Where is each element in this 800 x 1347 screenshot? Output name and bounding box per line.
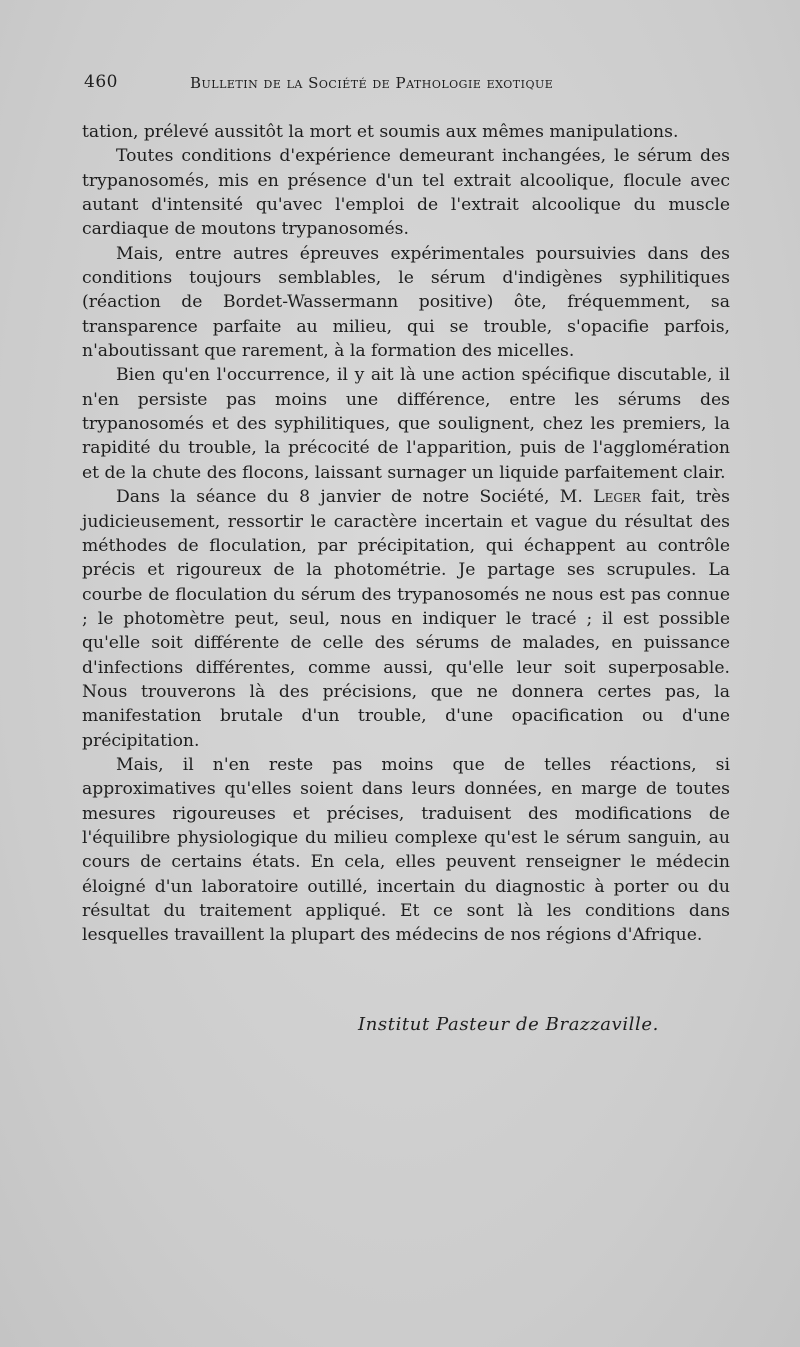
institution-signature: Institut Pasteur de Brazzaville. [358,1014,659,1035]
article-body [82,120,730,948]
author-name-leger: Leger [593,487,641,508]
paragraph-3: Mais, entre autres épreuves expérimentales poursuivies dans des conditions toujours semblables, le sérum d'indigènes syphilitiques (réaction de Bordet-Wassermann positive) ôte, fréquemment, sa transparence parfaite au milieu, qui se trouble, s'opacifie parfois, n'aboutissant que rarement, à la formation des micelles. [82,243,730,362]
paragraph-6: Mais, il n'en reste pas moins que de telles réactions, si approximatives qu'elles soient dans leurs données, en marge de toutes mesures rigoureuses et précises, traduisent des modifications de l'équilibre physiologique du milieu complexe qu'est le sérum sanguin, au cours de certains états. En cela, elles peuvent renseigner le médecin éloigné d'un laboratoire outillé, incertain du diagnostic à porter ou du résultat du traitement appliqué. Et ce sont là les conditions dans lesquelles travaillent la plupart des médecins de nos régions d'Afrique. [82,754,730,946]
page-number: 460 [84,72,118,92]
paragraph-1: tation, prélevé aussitôt la mort et soumis aux mêmes manipulations. [82,122,679,142]
page-header [84,72,734,96]
running-title: Bulletin de la Société de Pathologie exotique [190,74,554,92]
paragraph-4: Bien qu'en l'occurrence, il y ait là une action spécifique discutable, il n'en persiste pas moins une différence, entre les sérums des trypanosomés et des syphilitiques, que soulignent, chez les premiers, la rapidité du trouble, la précocité de l'apparition, puis de l'agglomération et de la chute des flocons, laissant surnager un liquide parfaitement clair. [82,365,730,483]
paragraph-2: Toutes conditions d'expérience demeurant inchangées, le sérum des trypanosomés, mis en présence d'un tel extrait alcoolique, flocule avec autant d'intensité qu'avec l'emploi de l'extrait alcoolique du muscle cardiaque de moutons trypanosomés. [82,146,730,240]
paragraph-5-before: Dans la séance du 8 janvier de notre Société, M. [116,487,594,508]
paragraph-5-after: fait, très judicieusement, ressortir le caractère incertain et vague du résultat des méthodes de floculation, par précipitation, qui échappent au contrôle précis et rigoureux de la photométrie. Je partage ses scrupules. La courbe de floculation du sérum des trypanosomés ne nous est pas connue ; le photomètre peut, seul, nous en indiquer le tracé ; il est possible qu'elle soit différente de celle des sérums de malades, en puissance d'infections différentes, comme aussi, qu'elle leur soit superposable. Nous trouverons là des précisions, que ne donnera certes pas, la manifestation brutale d'un trouble, d'une opacification ou d'une précipitation. [82,487,730,751]
paragraph-5 [82,485,730,753]
